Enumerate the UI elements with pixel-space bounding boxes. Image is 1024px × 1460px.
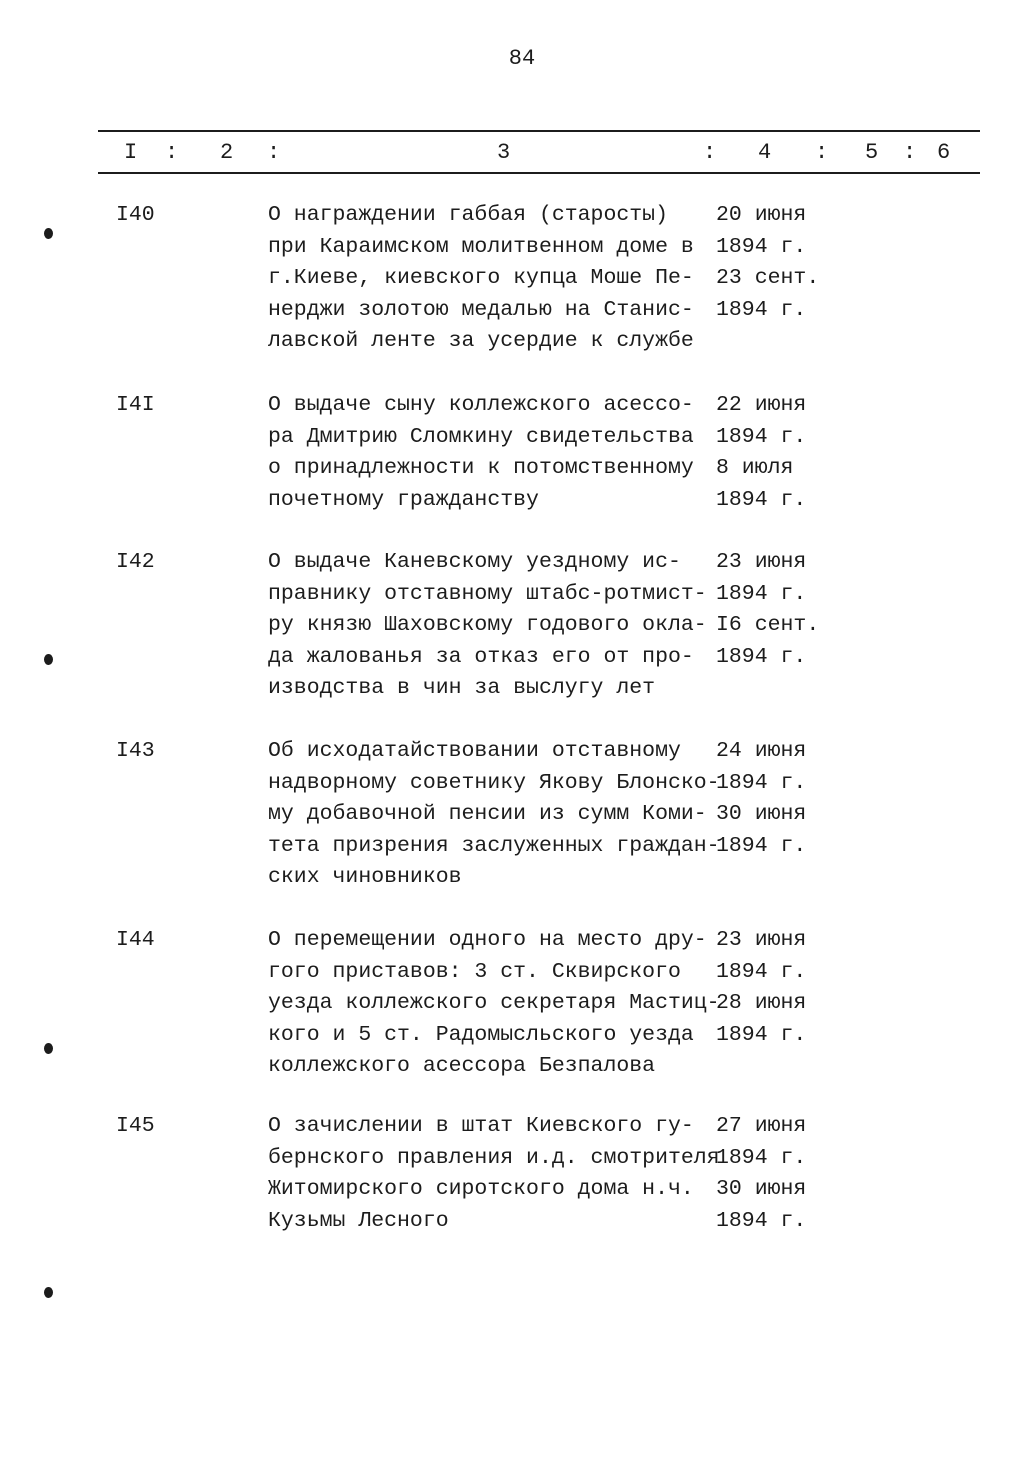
description-line: изводства в чин за выслугу лет: [268, 676, 656, 700]
description-line: бернского правления и.д. смотрителя: [268, 1145, 720, 1170]
punch-hole-icon: [44, 1043, 53, 1054]
header-separator: :: [165, 140, 179, 165]
header-col-4: 4: [758, 140, 772, 165]
description-line: О выдаче Каневскому уездному ис-: [268, 550, 681, 574]
description-line: тета призрения заслуженных граждан-: [268, 833, 720, 858]
description-line: кого и 5 ст. Радомысльского уезда: [268, 1022, 694, 1047]
entry-description: [268, 200, 718, 358]
entry-description: [268, 390, 718, 516]
entry-dates: [716, 547, 836, 673]
entry-number: I45: [116, 1114, 155, 1138]
date-line: 20 июня: [716, 203, 807, 227]
entry-number: I44: [116, 928, 155, 952]
header-col-5: 5: [865, 140, 879, 165]
description-line: да жалованья за отказ его от про-: [268, 644, 694, 669]
date-line: 23 июня: [716, 550, 807, 574]
entry-dates: [716, 1111, 836, 1237]
description-line: ских чиновников: [268, 865, 462, 889]
header-separator: :: [703, 140, 717, 165]
description-line: О выдаче сыну коллежского асессо-: [268, 393, 694, 417]
date-line: 1894 г.: [716, 581, 807, 606]
description-line: Житомирского сиротского дома н.ч.: [268, 1177, 694, 1201]
description-line: надворному советнику Якову Блонско-: [268, 770, 720, 795]
entry-dates: [716, 736, 836, 862]
date-line: 1894 г.: [716, 644, 807, 669]
entry-number: I4I: [116, 393, 155, 417]
date-line: 1894 г.: [716, 959, 807, 984]
page-number: 84: [508, 46, 536, 71]
description-line: Кузьмы Лесного: [268, 1208, 449, 1233]
header-col-2: 2: [220, 140, 234, 165]
punch-hole-icon: [44, 654, 53, 665]
header-col-1: I: [124, 140, 138, 165]
date-line: 1894 г.: [716, 833, 807, 858]
table-header-bottom-rule: [98, 172, 980, 174]
description-line: коллежского асессора Безпалова: [268, 1054, 656, 1078]
date-line: 30 июня: [716, 802, 807, 826]
date-line: 1894 г.: [716, 234, 807, 259]
description-line: Об исходатайствовании отставному: [268, 739, 681, 763]
description-line: ра Дмитрию Сломкину свидетельства: [268, 424, 694, 449]
date-line: 28 июня: [716, 991, 807, 1015]
date-line: 1894 г.: [716, 770, 807, 795]
description-line: о принадлежности к потомственному: [268, 456, 694, 480]
entry-dates: [716, 390, 836, 516]
description-line: лавской ленте за усердие к службе: [268, 329, 694, 353]
entry-description: [268, 1111, 718, 1237]
description-line: почетному гражданству: [268, 487, 539, 512]
date-line: I6 сент.: [716, 613, 820, 637]
date-line: 8 июля: [716, 456, 794, 480]
description-line: ру князю Шаховскому годового окла-: [268, 613, 707, 637]
header-separator: :: [267, 140, 281, 165]
description-line: правнику отставному штабс-ротмист-: [268, 581, 707, 606]
entry-dates: [716, 200, 836, 326]
description-line: му добавочной пенсии из сумм Коми-: [268, 802, 707, 826]
date-line: 22 июня: [716, 393, 807, 417]
table-header-top-rule: [98, 130, 980, 132]
description-line: нерджи золотою медалью на Станис-: [268, 297, 694, 322]
entry-number: I43: [116, 739, 155, 763]
date-line: 24 июня: [716, 739, 807, 763]
description-line: О награждении габбая (старосты): [268, 203, 668, 227]
date-line: 27 июня: [716, 1114, 807, 1138]
description-line: уезда коллежского секретаря Мастиц-: [268, 991, 720, 1015]
entry-number: I42: [116, 550, 155, 574]
date-line: 1894 г.: [716, 424, 807, 449]
date-line: 1894 г.: [716, 487, 807, 512]
date-line: 30 июня: [716, 1177, 807, 1201]
date-line: 23 сент.: [716, 266, 820, 290]
entry-dates: [716, 925, 836, 1051]
header-col-6: 6: [937, 140, 951, 165]
date-line: 1894 г.: [716, 297, 807, 322]
description-line: при Караимском молитвенном доме в: [268, 234, 694, 259]
description-line: гого приставов: 3 ст. Сквирского: [268, 959, 681, 984]
header-col-3: 3: [497, 140, 511, 165]
header-separator: :: [815, 140, 829, 165]
date-line: 1894 г.: [716, 1022, 807, 1047]
punch-hole-icon: [44, 228, 53, 239]
entry-description: [268, 736, 718, 894]
punch-hole-icon: [44, 1287, 53, 1298]
date-line: 23 июня: [716, 928, 807, 952]
date-line: 1894 г.: [716, 1208, 807, 1233]
description-line: г.Киеве, киевского купца Моше Пе-: [268, 266, 694, 290]
entry-description: [268, 925, 718, 1083]
description-line: О зачислении в штат Киевского гу-: [268, 1114, 694, 1138]
description-line: О перемещении одного на место дру-: [268, 928, 707, 952]
entry-number: I40: [116, 203, 155, 227]
entry-description: [268, 547, 718, 705]
date-line: 1894 г.: [716, 1145, 807, 1170]
header-separator: :: [903, 140, 917, 165]
